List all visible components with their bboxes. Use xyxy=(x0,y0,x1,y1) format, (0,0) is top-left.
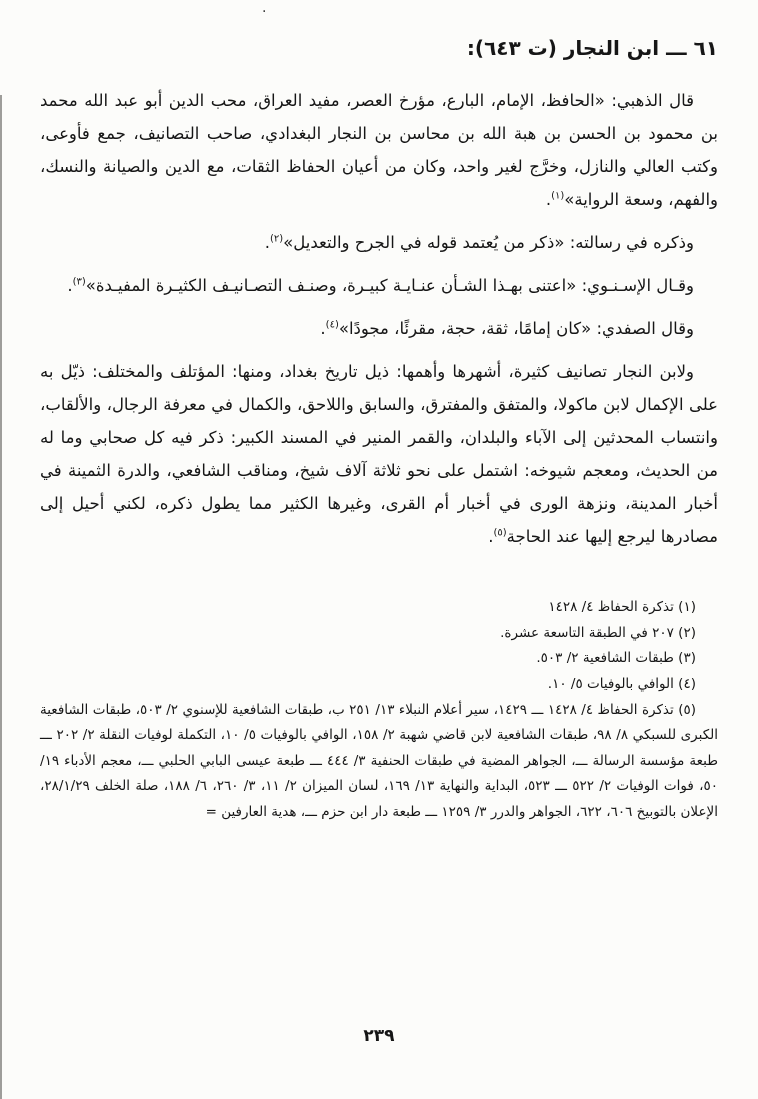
paragraph-text: وذكره في رسالته: «ذكر من يُعتمد قوله في الجرح والتعديل» xyxy=(283,233,694,252)
paragraph-text: وقـال الإسـنـوي: «اعتنى بهـذا الشـأن عنـايـة كبيـرة، وصنـف التصـانيـف الكثيـرة المفيـدة» xyxy=(85,276,694,295)
footnote-ref: (٤) xyxy=(325,319,339,331)
paragraph-text: قال الذهبي: «الحافظ، الإمام، البارع، مؤرخ العصر، مفيد العراق، محب الدين أبو عبد الله محمد بن محمود بن الحسن بن هبة الله بن محاسن بن النجار البغدادي، صاحب التصانيف، جمع فأوعى، وكتب العالي والنازل، وخرَّج لغير واحد، وكان من أعيان الحفاظ الثقات، مع الدين والصيانة والنسك، والفهم، وسعة الرواية» xyxy=(40,91,718,209)
content-area xyxy=(40,36,718,826)
footnote-item: (٤) الوافي بالوفيات ٥/ ١٠. xyxy=(547,675,696,692)
footnote-item: (٥) تذكرة الحفاظ ٤/ ١٤٢٨ ـــ ١٤٢٩، سير أعلام النبلاء ١٣/ ٢٥١ ب، طبقات الشافعية للإسنوي ٢/ ٥٠٣، طبقات الشافعية الكبرى للسبكي ٨/ ٩٨، طبقات الشافعية لابن قاضي شهبة ٢/ ١٥٨، الوافي بالوفيات ٥/ ١٠، التكملة لوفيات النقلة ٢/ ٢٠٢ ـــ طبعة مؤسسة الرسالة ـــ، الجواهر المضية في طبقات الحنفية ٣/ ٤٤٤ ـــ طبعة عيسى البابي الحلبي ـــ، معجم الأدباء ١٩/ ٥٠، فوات الوفيات ٢/ ٥٢٢ ـــ ٥٢٣، البداية والنهاية ١٣/ ١٦٩، لسان الميزان ٢/ ١١، ٣/ ٢٦٠، ٦/ ١٨٨، صلة الخلف ٢٨/١/٢٩، الإعلان بالتوبيخ ٦٠٦، ٦٢٢، الجواهر والدرر ٣/ ١٢٥٩ ـــ طبعة دار ابن حزم ـــ، هدية العارفين = xyxy=(40,701,719,821)
paragraph-tail: . xyxy=(67,276,73,295)
paragraph-tail: . xyxy=(545,190,552,209)
page-number: ٢٣٩ xyxy=(363,1026,395,1046)
entry-heading: ٦١ ـــ ابن النجار (ت ٦٤٣): xyxy=(466,36,718,60)
paragraph-text: ولابن النجار تصانيف كثيرة، أشهرها وأهمها: ذيل تاريخ بغداد، ومنها: المؤتلف والمختلف: ذيّل به على الإكمال لابن ماكولا، والمتفق والمفترق، والسابق واللاحق، والكمال في معرفة الرجال، والألقاب، وانتساب المحدثين إلى الآباء والبلدان، والقمر المنير في المسند الكبير: ذكر فيه كل صحابي وما له من الحديث، ومعجم شيوخه: اشتمل على نحو ثلاثة آلاف شيخ، ومناقب الشافعي، والدرة الثمينة في أخبار المدينة، ونزهة الورى في أخبار أم القرى، وغيرها الكثير مما يطول ذكره، لكني أحيل إلى مصادرها ليرجع إليها عند الحاجة xyxy=(40,362,718,546)
top-mark: · xyxy=(262,4,267,20)
footnote-item: (٣) طبقات الشافعية ٢/ ٥٠٣. xyxy=(536,650,696,667)
body-paragraph xyxy=(40,84,718,216)
footnote-ref: (١) xyxy=(551,190,565,202)
paragraph-tail: . xyxy=(264,233,270,252)
footnotes-section xyxy=(40,595,718,826)
footnote-ref: (٣) xyxy=(72,276,86,288)
footnote-ref: (٥) xyxy=(493,527,507,539)
body-paragraph xyxy=(40,312,718,345)
footnote-ref: (٢) xyxy=(269,233,284,245)
body-paragraph xyxy=(40,226,718,259)
paragraph-text: وقال الصفدي: «كان إمامًا، ثقة، حجة، مقرئًا، مجودًا» xyxy=(338,319,694,338)
paragraph-tail: . xyxy=(488,527,494,546)
body-paragraph xyxy=(40,355,718,553)
body-paragraph xyxy=(40,269,718,302)
footnote-item: (١) تذكرة الحفاظ ٤/ ١٤٢٨ xyxy=(548,599,696,615)
scan-edge-artifact xyxy=(0,95,2,1099)
footnote-item: (٢) ٢٠٧ في الطبقة التاسعة عشرة. xyxy=(500,624,696,641)
paragraph-tail: . xyxy=(320,319,326,338)
